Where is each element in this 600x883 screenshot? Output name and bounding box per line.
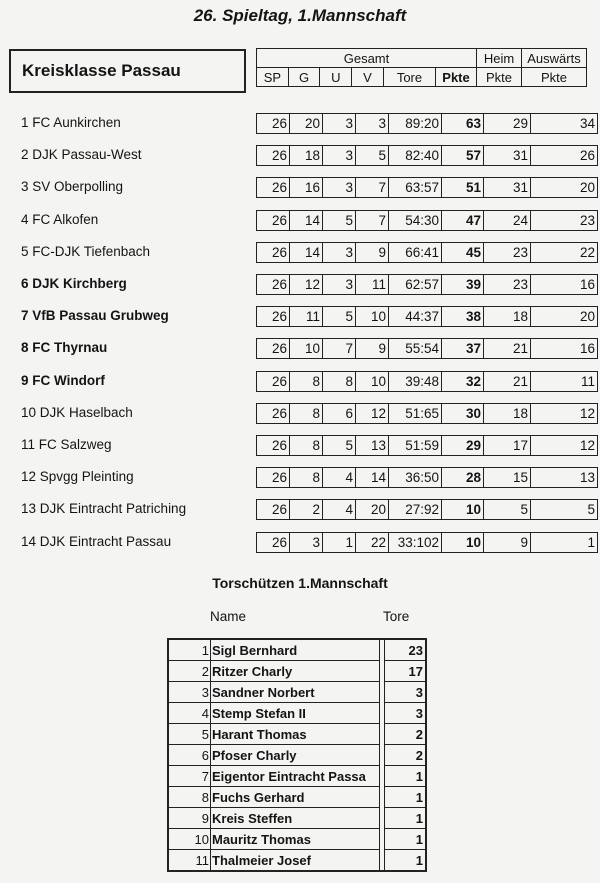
header-pkte-auswaerts: Pkte [522,68,587,87]
scorer-name: Stemp Stefan II [211,703,380,724]
cell-heim: 21 [484,371,531,391]
cell-aus: 20 [531,307,598,327]
team-name: 11 FC Salzweg [21,437,112,452]
cell-v: 7 [356,178,389,198]
scorer-name: Ritzer Charly [211,661,380,682]
cell-v: 14 [356,468,389,488]
scorer-rank: 9 [168,808,211,829]
cell-heim: 31 [484,146,531,166]
cell-u: 8 [323,371,356,391]
cell-aus: 26 [531,146,598,166]
team-name: 10 DJK Haselbach [21,404,133,420]
cell-tore: 89:20 [389,114,442,134]
cell-v: 7 [356,210,389,230]
standings-row [256,532,598,553]
cell-tore: 51:59 [389,436,442,456]
standings-row [256,242,598,263]
scorer-name: Thalmeier Josef [211,850,380,872]
scorer-rank: 8 [168,787,211,808]
page-title: 26. Spieltag, 1.Mannschaft [193,6,407,25]
cell-v: 22 [356,532,389,552]
cell-g: 12 [290,275,323,295]
cell-u: 5 [323,210,356,230]
standings-row [256,467,598,488]
cell-aus: 5 [531,500,598,520]
scorer-goals: 2 [385,745,427,766]
scorer-row [168,639,426,661]
cell-tore: 39:48 [389,371,442,391]
cell-heim: 23 [484,242,531,262]
cell-tore: 66:41 [389,242,442,262]
scorers-table [167,638,427,872]
cell-sp: 26 [257,403,290,423]
cell-pkte: 39 [442,275,484,295]
scorer-name: Pfoser Charly [211,745,380,766]
cell-pkte: 51 [442,178,484,198]
scorers-col-name: Name [210,609,247,624]
cell-v: 9 [356,242,389,262]
team-name: 4 FC Alkofen [21,211,99,227]
cell-pkte: 28 [442,468,484,488]
cell-aus: 12 [531,436,598,456]
header-sp: SP [257,68,289,87]
cell-aus: 16 [531,275,598,295]
cell-sp: 26 [257,146,290,166]
standings-row [256,435,598,456]
cell-pkte: 32 [442,371,484,391]
cell-pkte: 10 [442,500,484,520]
standings-row [256,145,598,166]
scorer-name: Sandner Norbert [211,682,380,703]
cell-aus: 34 [531,114,598,134]
scorer-rank: 7 [168,766,211,787]
cell-u: 4 [323,468,356,488]
scorer-rank: 3 [168,682,211,703]
scorer-row [168,661,426,682]
cell-u: 3 [323,275,356,295]
cell-u: 5 [323,307,356,327]
cell-sp: 26 [257,371,290,391]
cell-heim: 15 [484,468,531,488]
cell-tore: 27:92 [389,500,442,520]
team-name: 7 VfB Passau Grubweg [21,308,169,324]
scorer-goals: 17 [385,661,427,682]
cell-sp: 26 [257,275,290,295]
team-name: 8 FC Thyrnau [21,340,108,356]
scorer-goals: 2 [385,724,427,745]
team-name: 12 Spvgg Pleinting [21,469,134,485]
cell-pkte: 38 [442,307,484,327]
cell-pkte: 63 [442,114,484,134]
cell-g: 20 [290,114,323,134]
cell-u: 7 [323,339,356,359]
cell-sp: 26 [257,532,290,552]
scorer-row [168,829,426,850]
scorer-row [168,766,426,787]
cell-heim: 24 [484,210,531,230]
scorer-rank: 11 [168,850,211,872]
cell-sp: 26 [257,468,290,488]
cell-pkte: 47 [442,210,484,230]
standings-header [256,48,587,87]
cell-g: 10 [290,339,323,359]
cell-v: 20 [356,500,389,520]
scorer-rank: 2 [168,661,211,682]
cell-g: 11 [290,307,323,327]
cell-g: 14 [290,242,323,262]
cell-heim: 21 [484,339,531,359]
scorer-row [168,808,426,829]
cell-u: 4 [323,500,356,520]
cell-tore: 33:102 [389,532,442,552]
scorers-title: Torschützen 1.Mannschaft [212,575,388,591]
cell-sp: 26 [257,114,290,134]
scorer-goals: 1 [385,808,427,829]
cell-aus: 22 [531,242,598,262]
scorer-row [168,787,426,808]
scorer-goals: 3 [385,703,427,724]
standings-row [256,177,598,198]
standings-row [256,274,598,295]
scorer-goals: 1 [385,829,427,850]
cell-v: 13 [356,436,389,456]
cell-heim: 17 [484,436,531,456]
cell-aus: 20 [531,178,598,198]
cell-v: 11 [356,275,389,295]
cell-aus: 16 [531,339,598,359]
cell-heim: 29 [484,114,531,134]
cell-sp: 26 [257,242,290,262]
cell-pkte: 29 [442,436,484,456]
standings-row [256,403,598,424]
team-name: 2 DJK Passau-West [21,147,142,163]
cell-g: 8 [290,403,323,423]
standings-row [256,306,598,327]
cell-g: 3 [290,532,323,552]
cell-tore: 62:57 [389,275,442,295]
team-name: 3 SV Oberpolling [21,179,124,195]
cell-u: 5 [323,436,356,456]
scorer-rank: 6 [168,745,211,766]
cell-sp: 26 [257,436,290,456]
scorer-name: Fuchs Gerhard [211,787,380,808]
scorer-rank: 1 [168,639,211,661]
scorer-rank: 5 [168,724,211,745]
cell-aus: 11 [531,371,598,391]
header-g: G [288,68,320,87]
header-u: U [320,68,352,87]
cell-sp: 26 [257,500,290,520]
cell-v: 10 [356,371,389,391]
scorer-row [168,745,426,766]
scorer-rank: 10 [168,829,211,850]
cell-tore: 55:54 [389,339,442,359]
cell-u: 3 [323,178,356,198]
cell-v: 3 [356,114,389,134]
standings-row [256,210,598,231]
cell-aus: 23 [531,210,598,230]
scorer-row [168,703,426,724]
cell-heim: 31 [484,178,531,198]
cell-tore: 36:50 [389,468,442,488]
cell-g: 8 [290,371,323,391]
cell-tore: 51:65 [389,403,442,423]
team-name: 9 FC Windorf [21,372,105,388]
team-name: 6 DJK Kirchberg [21,276,127,291]
cell-heim: 9 [484,532,531,552]
cell-g: 14 [290,210,323,230]
cell-u: 1 [323,532,356,552]
cell-aus: 12 [531,403,598,423]
scorer-name: Kreis Steffen [211,808,380,829]
scorer-goals: 23 [385,639,427,661]
scorer-goals: 1 [385,787,427,808]
cell-heim: 18 [484,403,531,423]
cell-heim: 23 [484,275,531,295]
cell-pkte: 37 [442,339,484,359]
cell-g: 8 [290,436,323,456]
standings-row [256,499,598,520]
cell-pkte: 57 [442,146,484,166]
scorer-row [168,682,426,703]
team-name: 1 FC Aunkirchen [21,115,121,130]
scorer-goals: 1 [385,766,427,787]
scorer-name: Mauritz Thomas [211,829,380,850]
standings-row [256,371,598,392]
header-auswaerts: Auswärts [522,49,587,68]
scorer-goals: 3 [385,682,427,703]
header-pkte-heim: Pkte [477,68,522,87]
scorer-rank: 4 [168,703,211,724]
league-title: Kreisklasse Passau [9,49,246,93]
scorer-row [168,724,426,745]
header-heim: Heim [477,49,522,68]
cell-g: 2 [290,500,323,520]
cell-heim: 18 [484,307,531,327]
cell-u: 3 [323,146,356,166]
cell-tore: 44:37 [389,307,442,327]
cell-v: 12 [356,403,389,423]
cell-pkte: 30 [442,403,484,423]
cell-tore: 54:30 [389,210,442,230]
scorer-goals: 1 [385,850,427,872]
standings-row [256,113,598,134]
cell-g: 8 [290,468,323,488]
scorer-name: Eigentor Eintracht Passa [211,766,380,787]
cell-u: 3 [323,242,356,262]
cell-pkte: 45 [442,242,484,262]
scorer-name: Sigl Bernhard [211,639,380,661]
cell-v: 5 [356,146,389,166]
cell-u: 6 [323,403,356,423]
scorer-name: Harant Thomas [211,724,380,745]
cell-g: 18 [290,146,323,166]
cell-sp: 26 [257,210,290,230]
cell-v: 9 [356,339,389,359]
cell-u: 3 [323,114,356,134]
scorers-col-goals: Tore [383,609,410,624]
header-pkte: Pkte [436,68,477,87]
header-gesamt: Gesamt [257,49,477,68]
cell-g: 16 [290,178,323,198]
cell-sp: 26 [257,178,290,198]
cell-tore: 63:57 [389,178,442,198]
standings-row [256,338,598,359]
cell-v: 10 [356,307,389,327]
team-name: 5 FC-DJK Tiefenbach [21,243,151,259]
cell-sp: 26 [257,339,290,359]
cell-aus: 13 [531,468,598,488]
cell-pkte: 10 [442,532,484,552]
cell-tore: 82:40 [389,146,442,166]
header-tore: Tore [383,68,435,87]
header-v: V [352,68,384,87]
team-name: 13 DJK Eintracht Patriching [21,501,187,517]
scorer-row [168,850,426,872]
team-name: 14 DJK Eintracht Passau [21,533,172,549]
cell-heim: 5 [484,500,531,520]
cell-aus: 1 [531,532,598,552]
cell-sp: 26 [257,307,290,327]
